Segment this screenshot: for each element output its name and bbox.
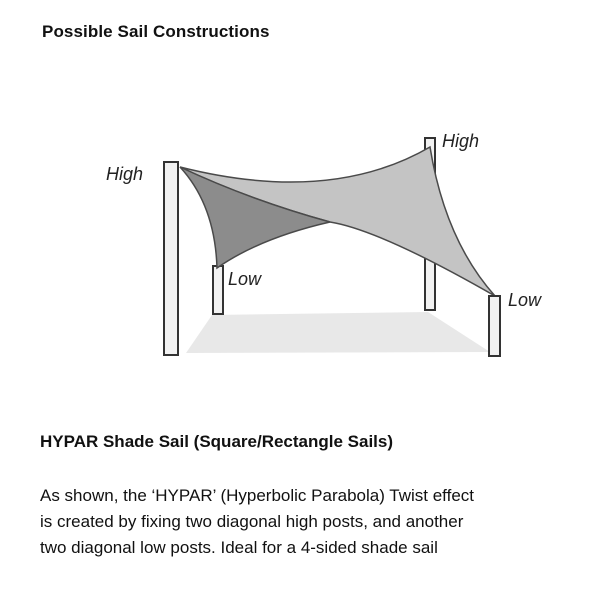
label-low-right: Low [508, 290, 542, 310]
description-line: As shown, the ‘HYPAR’ (Hyperbolic Parabola) Twist effect [40, 486, 474, 505]
description-text [40, 483, 570, 561]
description-line: is created by fixing two diagonal high posts, and another [40, 512, 464, 531]
page-title: Possible Sail Constructions [42, 22, 270, 41]
label-low-left: Low [228, 269, 262, 289]
post-front-low-right [489, 296, 500, 356]
label-high-right: High [442, 131, 480, 151]
sail-shadow [186, 312, 490, 353]
post-front-low-left [213, 266, 223, 314]
label-high-left: High [106, 164, 144, 184]
section-heading: HYPAR Shade Sail (Square/Rectangle Sails) [40, 432, 394, 451]
description-line: two diagonal low posts. Ideal for a 4-sided shade sail [40, 538, 438, 557]
post-front-high [164, 162, 178, 355]
